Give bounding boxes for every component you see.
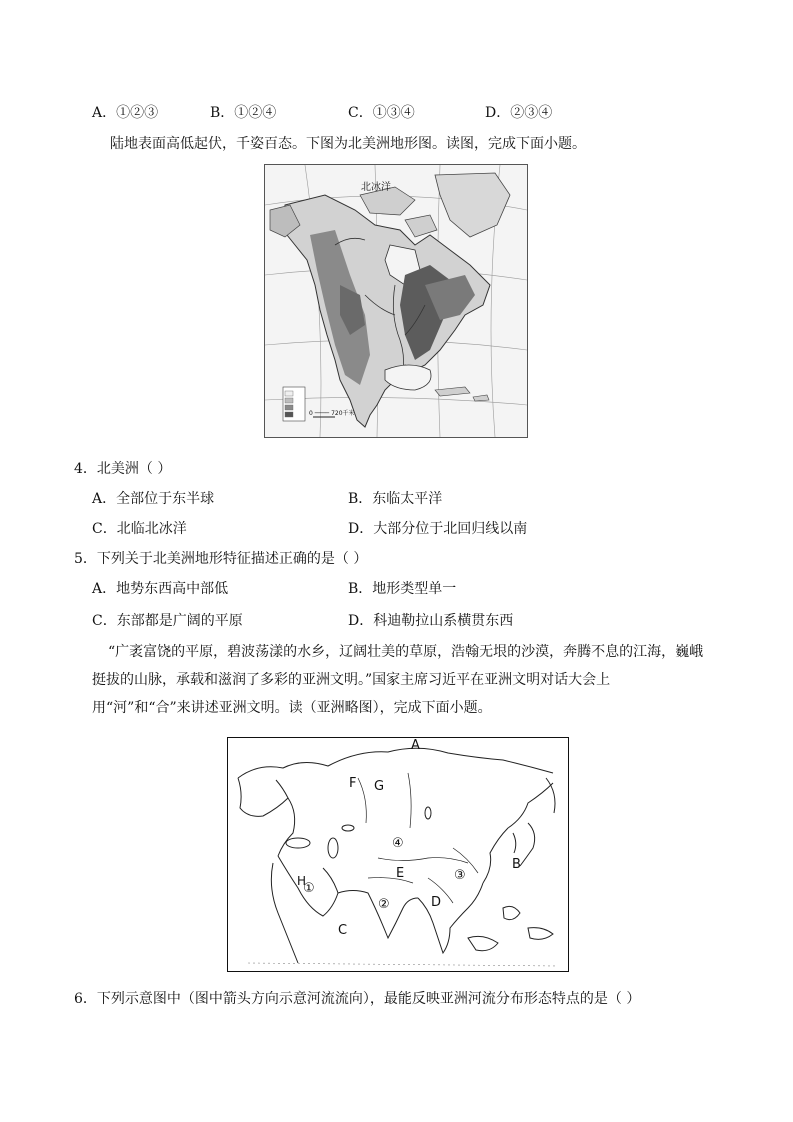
q4-stem: 4．北美洲（ ） xyxy=(74,461,172,477)
asia-map-graphic xyxy=(228,738,568,971)
q3-option-b: B．①②④ xyxy=(210,105,277,121)
north-america-map-graphic xyxy=(265,165,527,437)
q5-option-c: C．东部都是广阔的平原 xyxy=(92,613,243,629)
asia-label-4: ④ xyxy=(392,836,404,851)
asia-label-f: F xyxy=(349,776,357,791)
q6-stem: 6．下列示意图中（图中箭头方向示意河流流向），最能反映亚洲河流分布形态特点的是（ ） xyxy=(74,991,641,1007)
asia-label-2: ② xyxy=(378,897,390,912)
asia-label-b: B xyxy=(512,857,521,872)
intro-north-america: 陆地表面高低起伏，千姿百态。下图为北美洲地形图。读图，完成下面小题。 xyxy=(110,136,586,152)
q5-option-b: B．地形类型单一 xyxy=(348,581,457,597)
asia-label-e: E xyxy=(396,866,405,881)
q5-stem: 5．下列关于北美洲地形特征描述正确的是（ ） xyxy=(74,551,368,567)
q5-option-d: D．科迪勒拉山系横贯东西 xyxy=(348,613,514,629)
asia-map xyxy=(227,737,569,972)
q3-option-a: A．①②③ xyxy=(92,105,159,121)
asia-label-a: A xyxy=(411,738,420,753)
na-map-arctic-label: 北冰洋 xyxy=(361,182,391,193)
q3-option-d: D．②③④ xyxy=(485,105,553,121)
asia-label-c: C xyxy=(338,923,348,938)
q4-option-b: B．东临太平洋 xyxy=(348,491,443,507)
q4-option-c: C．北临北冰洋 xyxy=(92,521,187,537)
asia-label-h: H xyxy=(297,874,307,888)
asia-label-d: D xyxy=(431,895,442,910)
q3-option-c: C．①③④ xyxy=(348,105,415,121)
q5-option-a: A．地势东西高中部低 xyxy=(92,581,229,597)
na-map-scale-label: 0 ──── 720千米 xyxy=(309,410,355,417)
asia-label-1: ① xyxy=(303,881,315,896)
q4-option-d: D．大部分位于北回归线以南 xyxy=(348,521,528,537)
q4-option-a: A．全部位于东半球 xyxy=(92,491,215,507)
north-america-map xyxy=(264,164,528,438)
asia-label-g: G xyxy=(374,779,385,794)
asia-passage: “广袤富饶的平原，碧波荡漾的水乡，辽阔壮美的草原，浩翰无垠的沙漠，奔腾不息的江海，巍峨挺拔的山脉，承载和滋润了多彩的亚洲文明。”国家主席习近平在亚洲文明对话大会上用“河”和“合”来讲述亚洲文明。读（亚洲略图），完成下面小题。 xyxy=(92,644,704,716)
asia-label-3: ③ xyxy=(454,868,466,883)
